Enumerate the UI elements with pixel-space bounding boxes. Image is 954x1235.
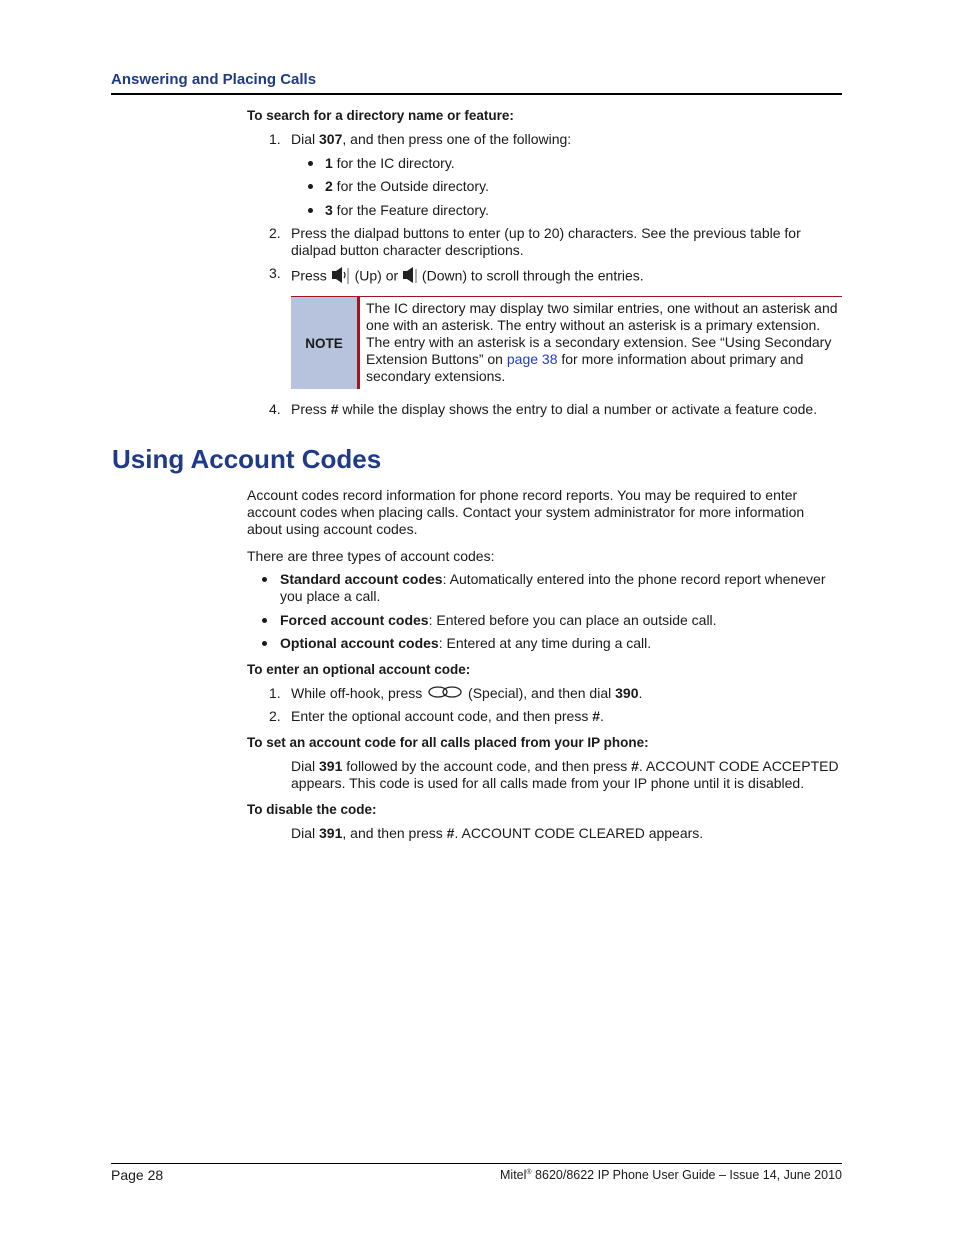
bullet-dot [308, 208, 313, 213]
page-number: Page 28 [111, 1167, 164, 1183]
optional-step-2: Enter the optional account code, and then press #. [291, 708, 604, 724]
step-number: 3. [269, 265, 281, 281]
search-step-3: Press (Up) or (Down) to scroll through the entries. [291, 265, 644, 289]
special-key-icon [426, 685, 464, 703]
type-standard: Standard account codes: Automatically entered into the phone record report whenever you place a call. [280, 571, 826, 604]
bullet-dot [262, 577, 267, 582]
step-number: 1. [269, 131, 281, 147]
page-title: Using Account Codes [112, 444, 382, 474]
footer-rule [111, 1163, 842, 1164]
optional-step-1: While off-hook, press (Special), and then dial 390. [291, 685, 642, 703]
all-calls-heading: To set an account code for all calls placed from your IP phone: [247, 735, 649, 750]
search-step-4: Press # while the display shows the entry to dial a number or activate a feature code. [291, 401, 818, 417]
note-box [291, 296, 842, 389]
search-procedure-heading: To search for a directory name or feature: [247, 108, 514, 123]
note-text: The IC directory may display two similar entries, one without an asterisk and one with an asterisk. The entry without an asterisk is a primary extension. The entry with an asterisk is a secondary extension. See “Using Secondary Extension Buttons” on page 38 for more information about primary and secondary extensions. [366, 300, 838, 384]
all-calls-instructions: Dial 391 followed by the account code, and then press #. ACCOUNT CODE ACCEPTED appears. This code is used for all calls made from your IP phone until it is disabled. [291, 758, 839, 791]
search-step-2-line-2: dialpad button character descriptions. [291, 242, 524, 258]
type-optional: Optional account codes: Entered at any time during a call. [280, 635, 652, 651]
optional-code-heading: To enter an optional account code: [247, 662, 471, 677]
section-header-title: Answering and Placing Calls [111, 71, 317, 88]
header-rule [111, 93, 842, 95]
type-forced: Forced account codes: Entered before you can place an outside call. [280, 612, 717, 628]
bullet-dot [308, 161, 313, 166]
search-step-1: Dial 307, and then press one of the following: [291, 131, 572, 147]
volume-down-icon [402, 265, 418, 289]
directory-option-ic: 1 for the IC directory. [325, 155, 455, 171]
footer-guide-title: Mitel® 8620/8622 IP Phone User Guide – Issue 14, June 2010 [500, 1168, 842, 1182]
disable-code-instructions: Dial 391, and then press #. ACCOUNT CODE CLEARED appears. [291, 825, 704, 841]
bullet-dot [262, 641, 267, 646]
step-number: 2. [269, 708, 281, 724]
search-step-2-line-1: Press the dialpad buttons to enter (up to 20) characters. See the previous table for [291, 225, 801, 241]
note-accent-bar [357, 297, 360, 389]
volume-up-icon [331, 265, 351, 289]
step-number: 2. [269, 225, 281, 241]
bullet-dot [262, 618, 267, 623]
note-top-rule [291, 296, 842, 297]
bullet-dot [308, 184, 313, 189]
directory-option-outside: 2 for the Outside directory. [325, 178, 489, 194]
step-number: 1. [269, 685, 281, 701]
directory-option-feature: 3 for the Feature directory. [325, 202, 489, 218]
intro-paragraph: Account codes record information for phone record reports. You may be required to enter account codes when placing calls. Contact your system administrator for more information about using account codes. [247, 487, 805, 537]
types-intro: There are three types of account codes: [247, 548, 495, 564]
page-38-link[interactable]: page 38 [506, 351, 558, 367]
disable-code-heading: To disable the code: [247, 802, 377, 817]
step-number: 4. [269, 401, 281, 417]
note-label: NOTE [291, 297, 357, 389]
